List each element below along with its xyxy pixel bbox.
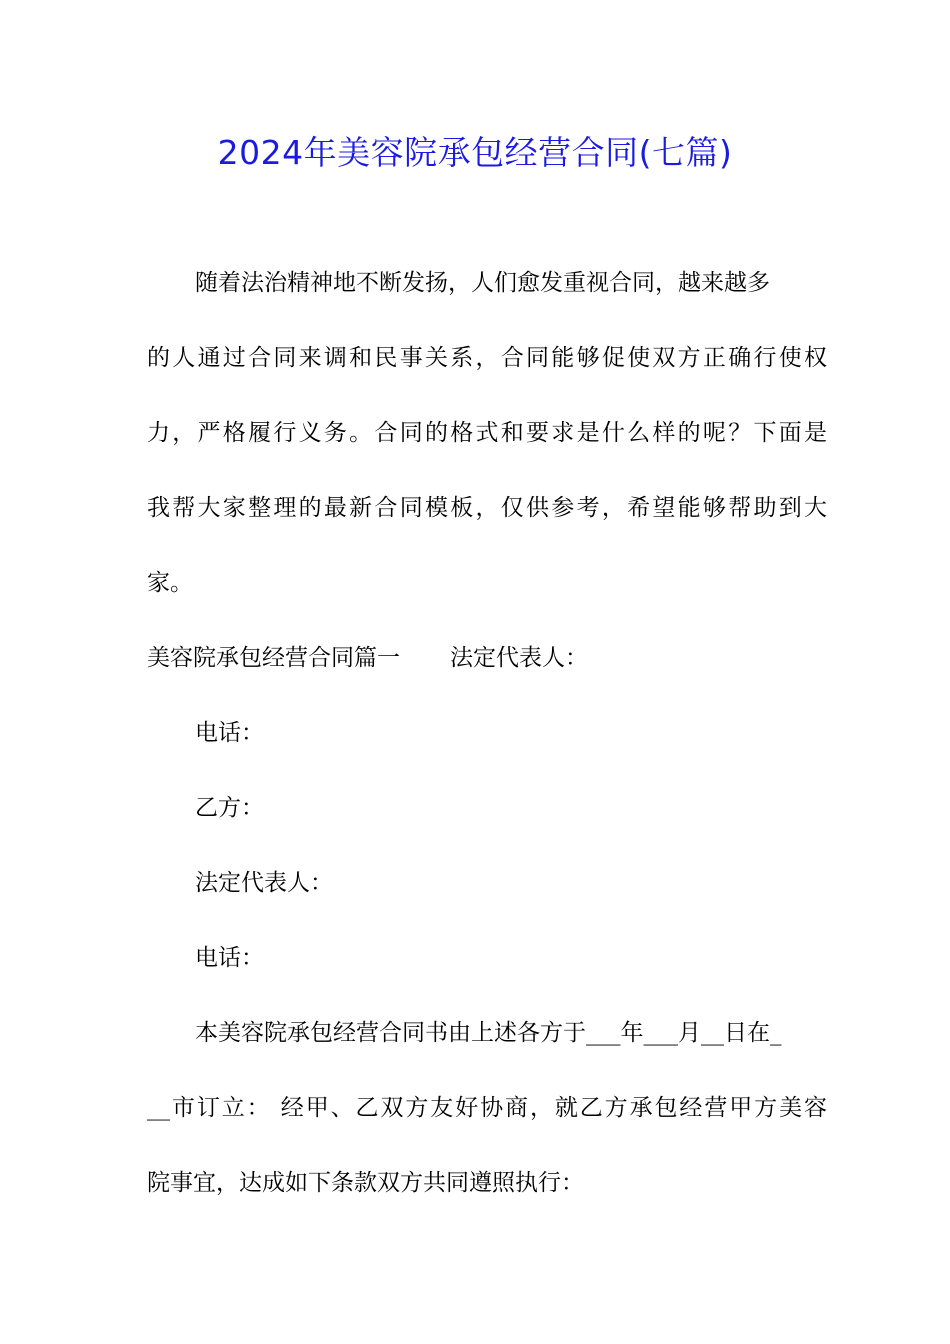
intro-line-3: 力，严格履行义务。合同的格式和要求是什么样的呢？下面是 [147, 420, 827, 446]
section-heading: 美容院承包经营合同篇一 [147, 645, 400, 671]
intro-line-4: 我帮大家整理的最新合同模板，仅供参考，希望能够帮助到大 [147, 495, 827, 521]
document-title: 2024年美容院承包经营合同(七篇) [217, 133, 733, 172]
field-phone-b: 电话： [195, 945, 264, 971]
body-line-1: 本美容院承包经营合同书由上述各方于___年___月__日在_ [195, 1020, 782, 1046]
body-line-2: __市订立： 经甲、乙双方友好协商，就乙方承包经营甲方美容 [147, 1095, 827, 1121]
intro-line-5: 家。 [147, 570, 193, 596]
section-heading-line [147, 643, 827, 673]
section-heading-field: 法定代表人： [450, 645, 588, 671]
field-party-b: 乙方： [195, 795, 264, 821]
field-phone-a: 电话： [195, 720, 264, 746]
field-legal-rep-b: 法定代表人： [195, 870, 333, 896]
intro-line-1: 随着法治精神地不断发扬，人们愈发重视合同，越来越多 [195, 270, 770, 296]
intro-line-2: 的人通过合同来调和民事关系，合同能够促使双方正确行使权 [147, 345, 827, 371]
body-line-3: 院事宜，达成如下条款双方共同遵照执行： [147, 1170, 584, 1196]
